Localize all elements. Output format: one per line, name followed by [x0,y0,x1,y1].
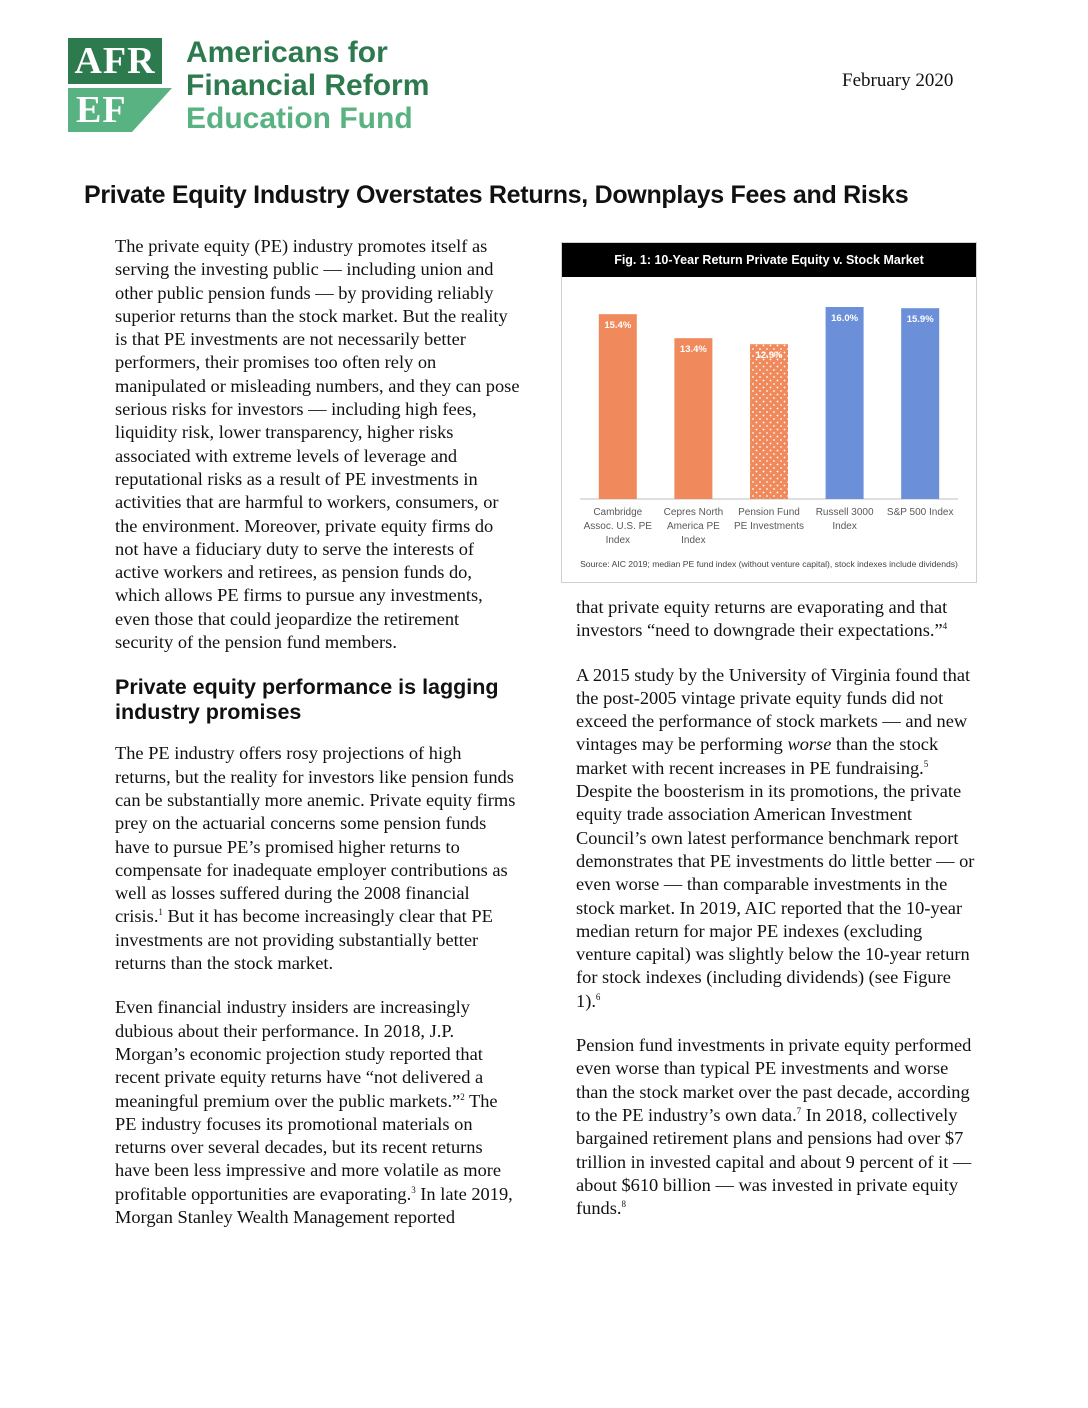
paragraph-text: that private equity returns are evaporating and that investors “need to downgrade their expectations.” [576,597,948,641]
footnote-ref[interactable]: 2 [460,1091,465,1102]
left-column [115,235,520,1250]
document-date: February 2020 [842,70,954,91]
bar-4 [826,307,864,499]
data-label-3: 12.9% [755,350,783,362]
chart-source: Source: AIC 2019; median PE fund index (without venture capital), stock indexes include dividends) [580,559,958,569]
logo-mark-bottom: EF [68,88,132,132]
paragraph-text: Pension fund investments in private equity performed even worse than typical PE investments and worse than the stock market over the past decade, according to the PE industry’s own data. [576,1035,972,1125]
afref-logo [68,38,468,138]
category-label-5: S&P 500 Index [886,507,954,518]
paragraph-text: than the stock market with recent increases in PE fundraising. [576,734,939,778]
paragraph-text: But it has become increasingly clear that PE investments are not providing substantially better returns than the stock market. [115,906,493,974]
footnote-ref[interactable]: 7 [796,1105,802,1116]
category-label-3: Pension Fund PE Investments [733,507,805,532]
paragraph-text: Despite the boosterism in its promotions, the private equity trade association American Investment Council’s own latest performance benchmark report demonstrates that PE investments do little better — or even worse — than comparable investments in the stock market. In 2019, AIC reported that the 10-year median return for major PE indexes (excluding venture capital) was slightly below the 10-year return for stock indexes (including dividends) (see Figure 1). [576,781,975,1011]
footnote-ref[interactable]: 8 [621,1199,626,1209]
bar-2 [674,338,712,499]
category-label-2: Cepres North America PE Index [663,507,724,546]
section-heading: Private equity performance is lagging industry promises [115,675,499,725]
chart-title: Fig. 1: 10-Year Return Private Equity v. Stock Market [562,243,976,277]
logo-name-line3: Education Fund [186,102,413,135]
logo-mark-top: AFR [68,38,162,84]
data-label-1: 15.4% [604,320,632,332]
logo-triangle [132,88,172,132]
footnote-ref[interactable]: 6 [595,991,601,1002]
emphasis-text: worse [787,734,832,755]
paragraph-text: The PE industry focuses its promotional materials on returns over several decades, but its recent returns have been less impressive and more volatile as more profitable opportunities are evaporating. [115,1090,502,1204]
category-label-1: Cambridge Assoc. U.S. PE Index [583,507,652,546]
data-label-5: 15.9% [906,314,934,326]
bar-3 [750,344,788,499]
paragraph-text: In late 2019, Morgan Stanley Wealth Management reported [115,1183,513,1227]
document-title: Private Equity Industry Overstates Returns, Downplays Fees and Risks [84,181,909,209]
logo-name [186,36,429,135]
paragraph-insiders [115,996,520,1229]
footnote-ref[interactable]: 1 [158,907,163,918]
logo-name-line1: Americans for [186,36,388,69]
paragraph-text: Even financial industry insiders are increasingly dubious about their performance. In 2018, J.P. Morgan’s economic projection study reported that recent private equity returns have “not delivered a meaningful premium over the public markets.” [115,997,484,1111]
bar-chart [562,277,976,559]
figure-1 [561,242,977,583]
logo-name-line2: Financial Reform [186,69,430,102]
footnote-ref[interactable]: 3 [411,1184,416,1195]
paragraph-text: A 2015 study by the University of Virginia found that the post-2005 vintage private equity funds did not exceed the performance of stock markets — and new vintages may be performing [576,664,971,755]
paragraph-text: In 2018, collectively bargained retirement plans and pensions had over $7 trillion in invested capital and about 9 percent of it — about $610 billion — was invested in private equity funds. [576,1104,972,1219]
bar-1 [599,314,637,499]
intro-paragraph: The private equity (PE) industry promotes itself as serving the investing public — including union and other public pension funds — by providing reliably superior returns than the stock market. But the reality is that PE investments are not necessarily better performers, their promises too often rely on manipulated or misleading numbers, and they can pose serious risks for investors — including high fees, liquidity risk, lower transparency, higher risks associated with extreme levels of leverage and reputational risks as a result of PE investments in activities that are harmful to workers, consumers, or the environment. Moreover, private equity firms do not have a fiduciary duty to serve the interests of active workers and retirees, as pension funds do, which allows PE firms to pursue any investments, even those that could jeopardize the retirement security of the pension fund members. [115,236,520,653]
category-label-4: Russell 3000 Index [815,507,874,532]
footnote-ref[interactable]: 4 [942,621,948,632]
paragraph-continued [576,596,978,643]
paragraph-text: The PE industry offers rosy projections of high returns, but the reality for investors like pension funds can be substantially more anemic. Private equity firms prey on the actuarial concerns some pension funds have to pursue PE’s promised higher returns to compensate for inadequate employer contributions as well as losses suffered during the 2008 financial crisis. [115,743,516,927]
bar-5 [901,308,939,499]
data-label-2: 13.4% [679,344,707,356]
paragraph-uva-study [576,664,978,1013]
footnote-ref[interactable]: 5 [923,758,929,769]
right-column [576,596,978,1241]
paragraph-pension-funds [576,1034,978,1220]
paragraph-performance [115,742,520,975]
data-label-4: 16.0% [831,313,859,324]
